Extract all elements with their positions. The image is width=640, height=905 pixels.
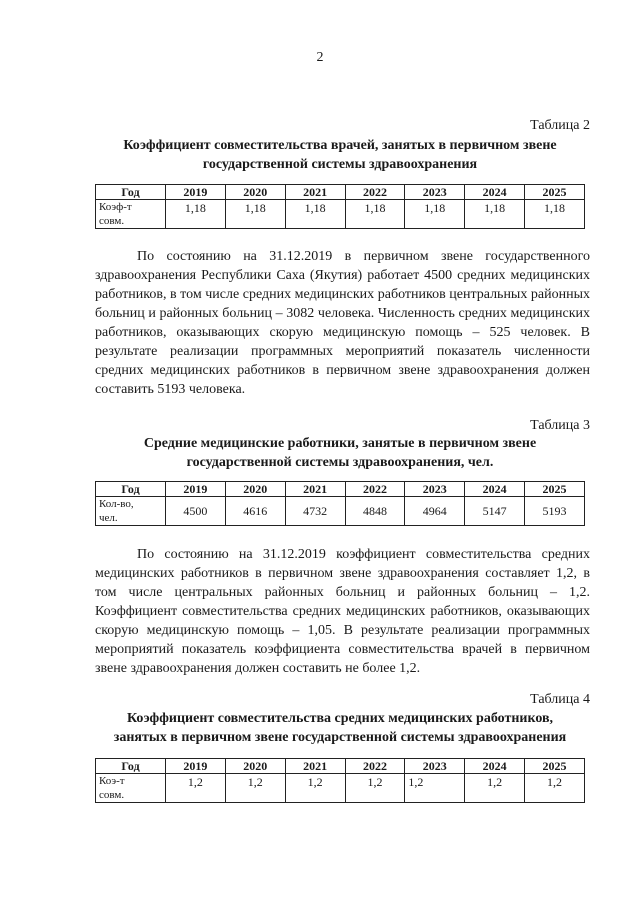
table3-header-row [96,482,585,497]
value-cell: 1,2 [405,774,465,803]
header-cell: 2020 [225,759,285,774]
row-label [96,497,166,526]
value-cell: 1,18 [345,200,405,229]
header-cell: 2023 [405,185,465,200]
paragraph-1-text: По состоянию на 31.12.2019 в первичном звене государственного здравоохранения Республики Саха (Якутия) работает 4500 средних медицинских работников, в том числе средних медицинских работников центральных районных больниц и районных больниц – 3082 человека. Численность средних медицинских работников, оказывающих скорую медицинскую помощь – 525 человек. В результате реализации программных мероприятий показатель численности средних медицинских работников в первичном звене здравоохранения должен составить 5193 человека. [95,249,590,397]
value-cell: 1,2 [225,774,285,803]
table4-title-line1: Коэффициент совместительства средних медицинских работников, [126,711,554,726]
header-cell: 2020 [225,185,285,200]
row-label-line: совм. [99,789,125,801]
header-cell: 2019 [166,759,226,774]
row-label-line: Кол-во, [99,498,134,510]
header-cell: 2024 [465,185,525,200]
header-cell: 2021 [285,482,345,497]
value-cell: 1,2 [465,774,525,803]
value-cell: 5147 [465,497,525,526]
table2-data-row [96,200,585,229]
header-cell: Год [96,185,166,200]
table2-label: Таблица 2 [530,118,590,133]
value-cell: 5193 [525,497,585,526]
value-cell: 1,18 [285,200,345,229]
value-cell: 1,18 [225,200,285,229]
row-label-line: Коэф-т [99,201,132,213]
value-cell: 1,2 [166,774,226,803]
table2-title-line1: Коэффициент совместительства врачей, занятых в первичном звене [123,138,557,153]
paragraph-1 [95,247,590,399]
paragraph-2 [95,545,590,678]
row-label-line: совм. [99,215,125,227]
header-cell: 2021 [285,759,345,774]
table3-title [60,434,620,472]
value-cell: 1,2 [285,774,345,803]
value-cell: 4848 [345,497,405,526]
header-cell: 2022 [345,482,405,497]
header-cell: 2025 [525,482,585,497]
table3 [95,481,585,526]
table4 [95,758,585,803]
value-cell: 1,18 [465,200,525,229]
value-cell: 4964 [405,497,465,526]
table3-title-line1: Средние медицинские работники, занятые в первичном звене [143,436,537,451]
row-label [96,774,166,803]
table4-header-row [96,759,585,774]
row-label [96,200,166,229]
header-cell: 2022 [345,185,405,200]
table4-title-line2: занятых в первичном звене государственной системы здравоохранения [113,730,567,745]
table4-title [60,709,620,747]
value-cell: 1,18 [405,200,465,229]
value-cell: 4500 [166,497,226,526]
header-cell: 2019 [166,482,226,497]
table3-label: Таблица 3 [530,418,590,433]
header-cell: 2024 [465,482,525,497]
header-cell: 2023 [405,482,465,497]
page-number: 2 [316,50,324,65]
header-cell: 2024 [465,759,525,774]
table3-data-row [96,497,585,526]
table2-header-row [96,185,585,200]
table4-data-row [96,774,585,803]
header-cell: 2019 [166,185,226,200]
header-cell: 2021 [285,185,345,200]
header-cell: 2022 [345,759,405,774]
table3-title-line2: государственной системы здравоохранения, чел. [186,455,494,470]
value-cell: 4732 [285,497,345,526]
value-cell: 1,2 [345,774,405,803]
header-cell: Год [96,759,166,774]
header-cell: 2025 [525,185,585,200]
header-cell: 2023 [405,759,465,774]
value-cell: 4616 [225,497,285,526]
header-cell: Год [96,482,166,497]
value-cell: 1,18 [525,200,585,229]
table2-title [60,136,620,174]
header-cell: 2025 [525,759,585,774]
paragraph-2-text: По состоянию на 31.12.2019 коэффициент совместительства средних медицинских работников в первичном звене здравоохранения составляет 1,2, в том числе центральных районных больниц и районных больниц – 1,2. Коэффициент совместительства средних медицинских работников, оказывающих скорую медицинскую помощь – 1,05. В результате реализации программных мероприятий показатель коэффициента совместительства врачей в первичном звене здравоохранения должен составить не более 1,2. [95,547,590,676]
header-cell: 2020 [225,482,285,497]
row-label-line: чел. [99,512,118,524]
row-label-line: Коэ-т [99,775,125,787]
table2 [95,184,585,229]
value-cell: 1,18 [166,200,226,229]
table4-label: Таблица 4 [530,692,590,707]
table2-title-line2: государственной системы здравоохранения [202,157,478,172]
value-cell: 1,2 [525,774,585,803]
